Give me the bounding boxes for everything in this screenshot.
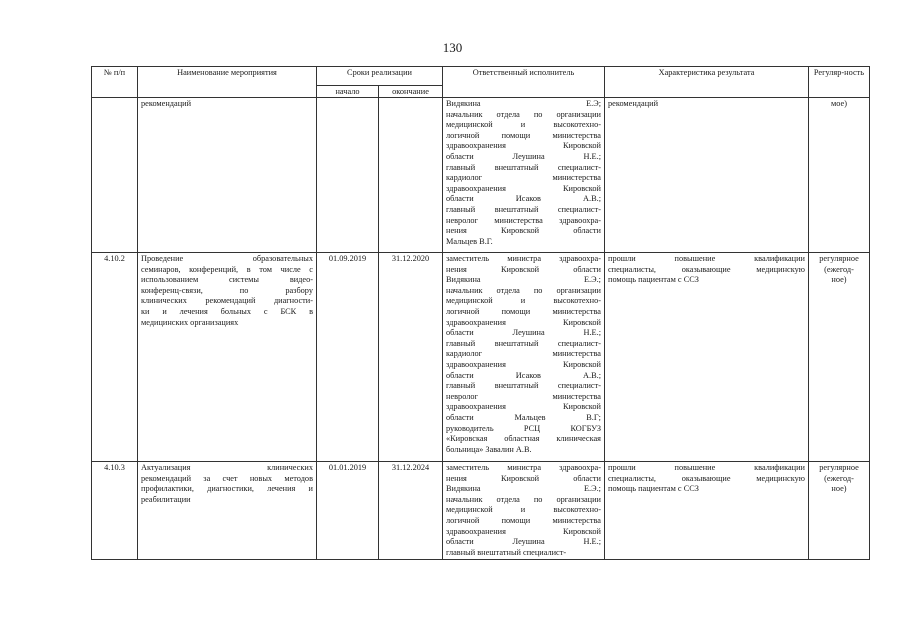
- cell-line: руководитель РСЦ КОГБУЗ: [446, 423, 601, 433]
- col-header-terms: Сроки реализации: [317, 67, 443, 86]
- responsible-executor: [443, 98, 605, 253]
- cell-line: заместитель министра здравоохра-: [446, 463, 601, 472]
- cell-line: нения Кировской области: [446, 473, 601, 483]
- cell-line: области Леушина Н.Е.;: [446, 537, 601, 547]
- cell-line: здравоохранения Кировской: [446, 359, 601, 369]
- cell-line: здравоохранения Кировской: [446, 526, 601, 536]
- activity-name: [138, 253, 317, 462]
- cell-line: логичной помощи министерства: [446, 515, 601, 525]
- cell-line: заместитель министра здравоохра-: [446, 254, 601, 263]
- cell-line: медицинской и высокотехно-: [446, 505, 601, 515]
- col-header-executor: Ответственный исполнитель: [443, 67, 605, 98]
- result-description: [605, 462, 809, 560]
- regularity: [809, 98, 870, 253]
- col-header-num: № п/п: [92, 67, 138, 98]
- cell-line: помощь пациентам с ССЗ: [608, 275, 699, 285]
- cell-line: главный внештатный специалист-: [446, 381, 601, 391]
- item-number: 4.10.2: [92, 253, 138, 462]
- cell-line: семинаров, конференций, в том числе с: [141, 264, 313, 274]
- responsible-executor: [443, 253, 605, 462]
- cell-line: ное): [831, 275, 847, 285]
- responsible-executor: [443, 462, 605, 560]
- cell-line: здравоохранения Кировской: [446, 183, 601, 193]
- cell-line: «Кировская областная клиническая: [446, 434, 601, 444]
- cell-line: Видякина Е.Э.;: [446, 275, 601, 285]
- cell-line: использованием системы видео-: [141, 275, 313, 285]
- cell-line: конференц-связи, по разбору: [141, 285, 313, 295]
- cell-line: логичной помощи министерства: [446, 130, 601, 140]
- start-date: 01.01.2019: [317, 462, 379, 560]
- cell-line: специалисты, оказывающие медицинскую: [608, 473, 805, 483]
- activities-table: [91, 66, 870, 560]
- cell-line: рекомендаций: [141, 99, 192, 108]
- cell-line: Видякина Е.Э;: [446, 99, 601, 108]
- result-description: [605, 253, 809, 462]
- cell-line: специалисты, оказывающие медицинскую: [608, 264, 805, 274]
- start-date: 01.09.2019: [317, 253, 379, 462]
- col-header-start: начало: [317, 86, 379, 98]
- cell-line: невролог министерства здравоохра-: [446, 215, 601, 225]
- table-row: [92, 253, 870, 462]
- cell-line: медицинской и высокотехно-: [446, 120, 601, 130]
- cell-line: рекомендаций за счет новых методов: [141, 473, 313, 483]
- item-number: 4.10.3: [92, 462, 138, 560]
- cell-line: невролог министерства: [446, 391, 601, 401]
- col-header-name: Наименование мероприятия: [138, 67, 317, 98]
- cell-line: Проведение образовательных: [141, 254, 313, 263]
- cell-line: кардиолог министерства: [446, 173, 601, 183]
- cell-line: Видякина Е.Э.;: [446, 484, 601, 494]
- start-date: [317, 98, 379, 253]
- cell-line: главный внештатный специалист-: [446, 162, 601, 172]
- cell-line: рекомендаций: [608, 99, 659, 108]
- cell-line: реабилитации: [141, 494, 191, 504]
- col-header-regularity: Регуляр-ность: [809, 67, 870, 98]
- cell-line: ное): [831, 484, 847, 494]
- cell-line: (ежегод-: [824, 264, 854, 274]
- cell-line: Мальцев В.Г.: [446, 236, 493, 246]
- cell-line: профилактики, диагностики, лечения и: [141, 484, 313, 494]
- cell-line: начальник отдела по организации: [446, 109, 601, 119]
- cell-line: регулярное: [819, 254, 859, 263]
- cell-line: (ежегод-: [824, 473, 854, 483]
- end-date: [379, 98, 443, 253]
- cell-line: области Леушина Н.Е.;: [446, 151, 601, 161]
- result-description: [605, 98, 809, 253]
- activity-name: [138, 98, 317, 253]
- table-row: [92, 98, 870, 253]
- activity-name: [138, 462, 317, 560]
- end-date: 31.12.2024: [379, 462, 443, 560]
- cell-line: клинических рекомендаций диагности-: [141, 296, 313, 306]
- cell-line: нения Кировской области: [446, 226, 601, 236]
- cell-line: медицинской и высокотехно-: [446, 296, 601, 306]
- cell-line: главный внештатный специалист-: [446, 547, 567, 557]
- cell-line: области Мальцев В.Г;: [446, 412, 601, 422]
- header-row: [92, 67, 870, 86]
- cell-line: регулярное: [819, 463, 859, 472]
- cell-line: Актуализация клинических: [141, 463, 313, 472]
- cell-line: области Исаков А.В.;: [446, 370, 601, 380]
- cell-line: начальник отдела по организации: [446, 285, 601, 295]
- col-header-result: Характеристика результата: [605, 67, 809, 98]
- cell-line: здравоохранения Кировской: [446, 402, 601, 412]
- cell-line: области Исаков А.В.;: [446, 194, 601, 204]
- cell-line: мое): [831, 99, 847, 108]
- cell-line: кардиолог министерства: [446, 349, 601, 359]
- cell-line: начальник отдела по организации: [446, 494, 601, 504]
- cell-line: здравоохранения Кировской: [446, 317, 601, 327]
- item-number: [92, 98, 138, 253]
- page-number: 130: [442, 40, 463, 55]
- cell-line: больница» Завалин А.В.: [446, 444, 532, 454]
- cell-line: ки и лечения больных с БСК в: [141, 306, 313, 316]
- cell-line: главный внештатный специалист-: [446, 338, 601, 348]
- cell-line: помощь пациентам с ССЗ: [608, 484, 699, 494]
- table-row: [92, 462, 870, 560]
- cell-line: логичной помощи министерства: [446, 306, 601, 316]
- cell-line: главный внештатный специалист-: [446, 204, 601, 214]
- regularity: [809, 253, 870, 462]
- cell-line: прошли повышение квалификации: [608, 254, 805, 263]
- cell-line: здравоохранения Кировской: [446, 141, 601, 151]
- regularity: [809, 462, 870, 560]
- cell-line: медицинских организациях: [141, 317, 239, 327]
- col-header-end: окончание: [379, 86, 443, 98]
- cell-line: нения Кировской области: [446, 264, 601, 274]
- end-date: 31.12.2020: [379, 253, 443, 462]
- cell-line: области Леушина Н.Е.;: [446, 328, 601, 338]
- cell-line: прошли повышение квалификации: [608, 463, 805, 472]
